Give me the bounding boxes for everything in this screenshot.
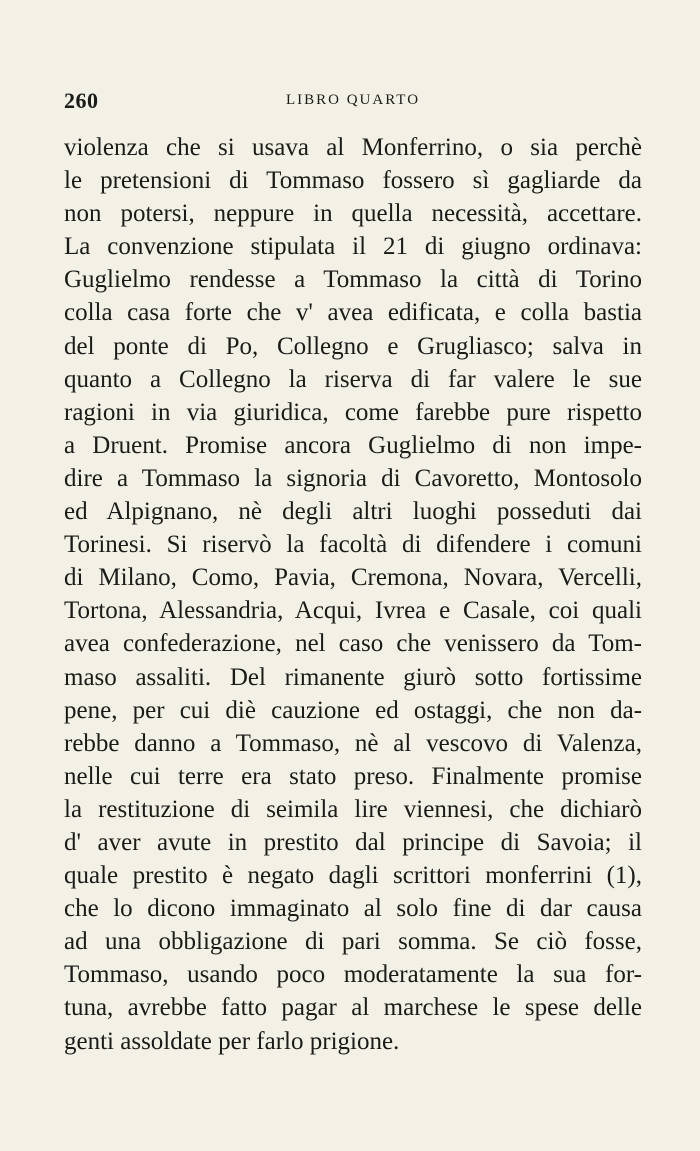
page-number: 260 [64,88,99,113]
text-line: Tommaso, usando poco moderatamente la sua for- [64,961,642,989]
text-line: violenza che si usava al Monferrino, o sia perchè [64,134,642,161]
text-line: d' aver avute in prestito dal principe di Savoia; il [64,828,642,856]
text-line: ed Alpignano, nè degli altri luoghi posseduti dai [64,498,642,526]
text-line: Guglielmo rendesse a Tommaso la città di Torino [64,266,642,294]
text-line: Tortona, Alessandria, Acqui, Ivrea e Casale, coi quali [64,597,642,625]
text-line: genti assoldate per farlo prigione. [64,1027,400,1055]
text-line: a Druent. Promise ancora Guglielmo di non impe- [64,431,642,459]
text-line: pene, per cui diè cauzione ed ostaggi, che non da- [64,696,642,724]
text-line: maso assaliti. Del rimanente giurò sotto fortissime [64,663,642,691]
text-line: rebbe danno a Tommaso, nè al vescovo di Valenza, [64,729,642,757]
text-line: la restituzione di seimila lire viennesi, che dichiarò [64,795,642,823]
text-line: quanto a Collegno la riserva di far valere le sue [64,365,642,393]
text-line: di Milano, Como, Pavia, Cremona, Novara, Vercelli, [64,564,642,592]
text-line: nelle cui terre era stato preso. Finalmente promise [64,762,642,790]
text-line: Torinesi. Si riservò la facoltà di difendere i comuni [64,531,642,559]
text-line: quale prestito è negato dagli scrittori monferrini (1), [64,862,642,890]
text-line: La convenzione stipulata il 21 di giugno ordinava: [64,233,642,261]
text-line: le pretensioni di Tommaso fossero sì gagliarde da [64,167,642,195]
text-line: non potersi, neppure in quella necessità, accettare. [64,200,642,228]
page-header [64,88,642,118]
text-line: colla casa forte che v' avea edificata, e colla bastia [64,299,642,327]
body-text [64,131,642,1058]
text-line: che lo dicono immaginato al solo fine di dar causa [64,895,642,923]
text-line: del ponte di Po, Collegno e Grugliasco; salva in [64,332,642,360]
text-line: ragioni in via giuridica, come farebbe pure rispetto [64,398,642,426]
text-line: tuna, avrebbe fatto pagar al marchese le spese delle [64,994,642,1022]
text-line: avea confederazione, nel caso che venissero da Tom- [64,630,642,658]
text-line: dire a Tommaso la signoria di Cavoretto, Montosolo [64,464,642,492]
running-head: LIBRO QUARTO [285,92,421,108]
text-line: ad una obbligazione di pari somma. Se ciò fosse, [64,928,642,956]
